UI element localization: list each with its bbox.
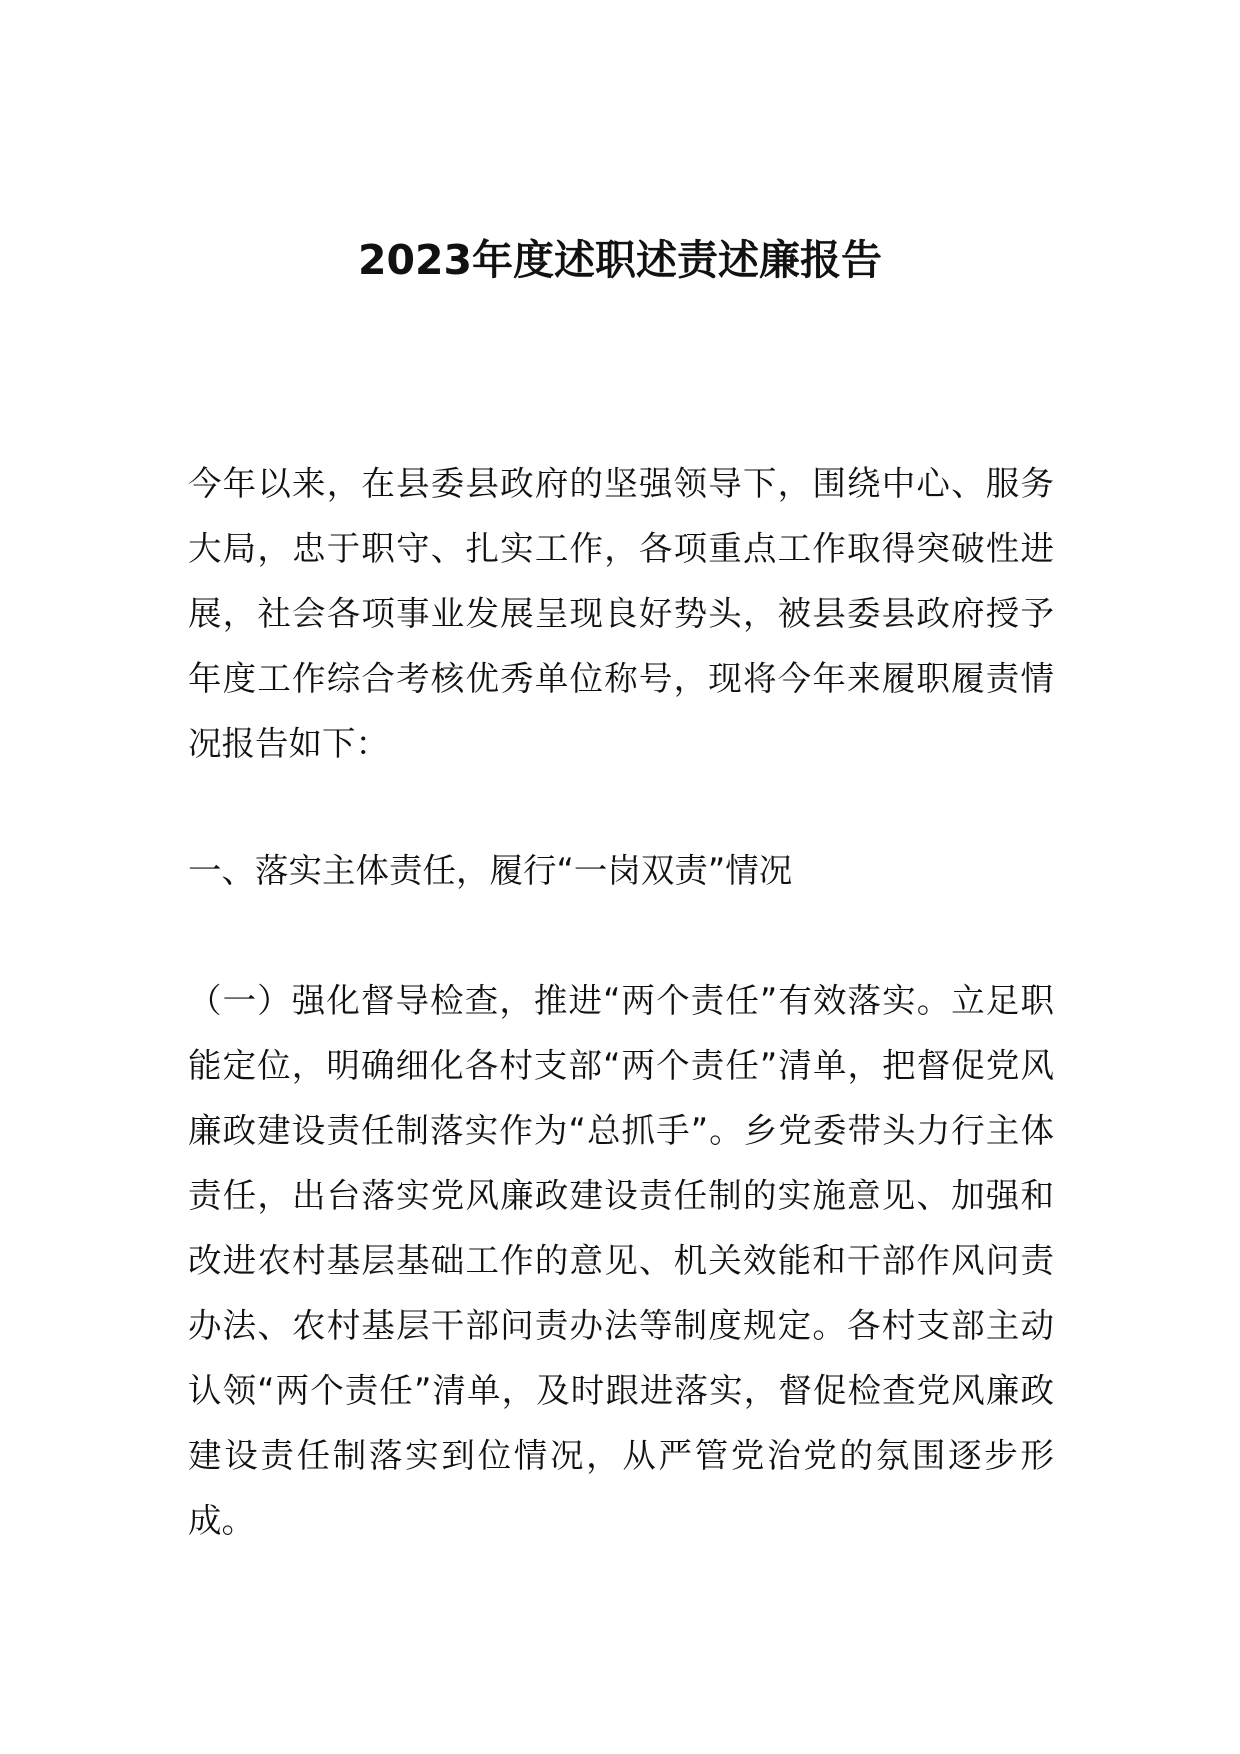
intro-paragraph: 今年以来，在县委县政府的坚强领导下，围绕中心、服务大局，忠于职守、扎实工作，各项重点工作取得突破性进展，社会各项事业发展呈现良好势头，被县委县政府授予年度工作综合考核优秀单位称号，现将今年来履职履责情况报告如下： xyxy=(188,464,1054,763)
section-heading: 一、落实主体责任，履行“一岗双责”情况 xyxy=(188,851,793,890)
section-paragraph: （一）强化督导检查，推进“两个责任”有效落实。立足职能定位，明确细化各村支部“两个责任”清单，把督促党风廉政建设责任制落实作为“总抓手”。乡党委带头力行主体责任，出台落实党风廉政建设责任制的实施意见、加强和改进农村基层基础工作的意见、机关效能和干部作风问责办法、农村基层干部问责办法等制度规定。各村支部主动认领“两个责任”清单，及时跟进落实，督促检查党风廉政建设责任制落实到位情况，从严管党治党的氛围逐步形成。 xyxy=(188,981,1054,1540)
document-title: 2023年度述职述责述廉报告 xyxy=(357,236,883,285)
